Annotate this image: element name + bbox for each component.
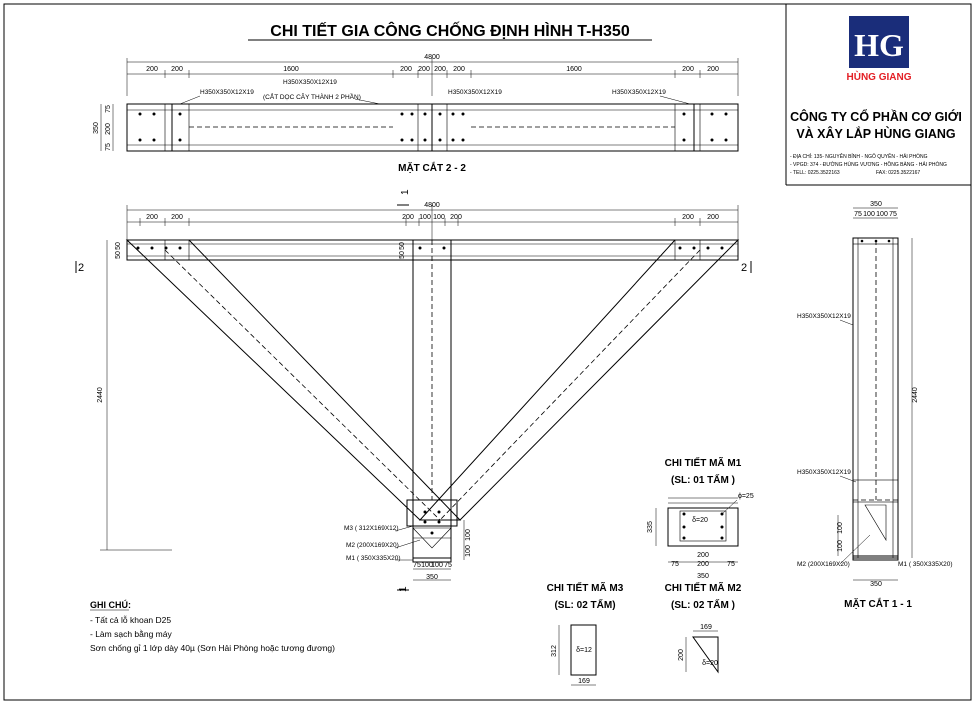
dim-overall: 4800 (424, 54, 440, 61)
elev-dim-r2: 200 (707, 214, 719, 221)
seg-1: 200 (146, 66, 158, 73)
m1-inner-2: 200 (697, 561, 709, 568)
company-address: - ĐỊA CHỈ: 135- NGUYỄN BỈNH - NGÔ QUYỀN - HẢI PHÒNG (790, 154, 928, 160)
sec22-label-left: H350X350X12X19 (200, 89, 254, 96)
logo-monogram: HG (854, 27, 904, 63)
top-beam (127, 240, 738, 260)
sec22-dim-top: 75 (105, 105, 112, 113)
seg-10: 200 (707, 66, 719, 73)
sec11-top-total: 350 (870, 201, 882, 208)
sec11-label-bottom: H350X350X12X19 (797, 469, 851, 476)
base-dim-3: 100 (431, 562, 443, 569)
seg-6: 200 (434, 66, 446, 73)
elev-dim-m4: 200 (450, 214, 462, 221)
m1-thickness: δ=20 (692, 517, 708, 524)
elev-flange-l2: 50 (115, 251, 122, 259)
seg-5: 200 (418, 66, 430, 73)
center-column (413, 240, 451, 558)
sec11-base: 350 (870, 581, 882, 588)
elev-dim-r1: 200 (682, 214, 694, 221)
detail-m2 (665, 581, 742, 672)
sec11-label-top: H350X350X12X19 (797, 313, 851, 320)
m1-hole: ɸ=25 (738, 493, 754, 500)
company-fax: FAX: 0225.3522167 (876, 170, 921, 176)
m2-width: 169 (700, 624, 712, 631)
base-dim-2: 100 (421, 562, 433, 569)
section-2-2 (93, 54, 738, 174)
sec22-dim-mid: 200 (105, 123, 112, 135)
detail-m1-title: CHI TIẾT MÃ M1 (664, 458, 742, 469)
company-name-line2: VÀ XÂY LẮP HÙNG GIANG (796, 127, 956, 141)
section-1-1-title: MẶT CẮT 1 - 1 (844, 599, 912, 610)
elev-flange-m1: 50 (399, 242, 406, 250)
sec11-m1-label: M1 ( 350X335X20) (898, 561, 953, 568)
m1-height: 335 (647, 521, 654, 533)
sec22-label-mid: H350X350X12X19 (283, 79, 337, 86)
drawing-title: CHI TIẾT GIA CÔNG CHỐNG ĐỊNH HÌNH T-H350 (270, 23, 630, 40)
elev-dim-m3: 100 (433, 214, 445, 221)
sec11-height: 2440 (912, 387, 919, 403)
sec11-m2-label: M2 (200X169X20) (797, 561, 850, 568)
logo-brand: HÙNG GIANG (846, 72, 912, 83)
elev-dim-height: 2440 (97, 387, 104, 403)
label-m2: M2 (200X169X20) (346, 542, 399, 549)
base-width: 350 (426, 574, 438, 581)
sec22-label-center: H350X350X12X19 (448, 89, 502, 96)
detail-m3-qty: (SL: 02 TẤM) (554, 600, 616, 611)
company-office: - VPGD: 374 - ĐƯỜNG HÙNG VƯƠNG - HỒNG BÀNG - HẢI PHÒNG (790, 162, 947, 168)
detail-m3 (547, 581, 624, 685)
notes (90, 599, 335, 653)
note-1: - Tất cả lỗ khoan D25 (90, 615, 172, 625)
section-mark-left: 2 (78, 262, 85, 274)
sec22-dim-height: 350 (93, 122, 100, 134)
seg-2: 200 (171, 66, 183, 73)
elev-dim-m2: 100 (419, 214, 431, 221)
sec11-top-4: 75 (889, 211, 897, 218)
base-dim-4: 75 (444, 562, 452, 569)
bolts-elevation (137, 247, 724, 535)
m1-inner-3: 75 (727, 561, 735, 568)
detail-m1-qty: (SL: 01 TẤM ) (671, 475, 735, 486)
elev-flange-m2: 50 (399, 251, 406, 259)
m1-inner-height: 200 (697, 552, 709, 559)
section-mark-bottom: 1 (398, 586, 409, 592)
sec22-label-right: H350X350X12X19 (612, 89, 666, 96)
seg-7: 200 (453, 66, 465, 73)
company-logo (847, 16, 912, 83)
elev-side-dim-1: 100 (465, 529, 472, 541)
notes-title: GHI CHÚ: (90, 600, 131, 610)
left-diagonal-brace (127, 240, 460, 520)
detail-m3-title: CHI TIẾT MÃ M3 (546, 583, 624, 594)
m1-width: 350 (697, 573, 709, 580)
m2-height: 200 (678, 649, 685, 661)
m3-height: 312 (551, 645, 558, 657)
note-2: - Làm sạch bằng máy (90, 629, 172, 639)
seg-3: 1600 (283, 66, 299, 73)
m1-inner-1: 75 (671, 561, 679, 568)
sec22-label-mid-note: (CẮT DỌC CÂY THÀNH 2 PHẦN) (263, 94, 361, 101)
detail-m1 (647, 456, 754, 580)
detail-m2-qty: (SL: 02 TẤM ) (671, 600, 735, 611)
m3-width: 169 (578, 678, 590, 685)
elev-dim-l1: 200 (146, 214, 158, 221)
plate-m3 (407, 500, 457, 526)
sec11-top-2: 100 (863, 211, 875, 218)
elev-side-dim-2: 100 (465, 545, 472, 557)
m2-thickness: δ=20 (702, 660, 718, 667)
company-name-line1: CÔNG TY CỔ PHẦN CƠ GIỚI (790, 110, 962, 124)
column-section-1-1 (853, 238, 898, 558)
plate-m1-outline (668, 508, 738, 546)
base-dim-1: 75 (413, 562, 421, 569)
m3-thickness: δ=12 (576, 647, 592, 654)
elev-dim-total: 4800 (424, 202, 440, 209)
detail-m2-title: CHI TIẾT MÃ M2 (664, 583, 742, 594)
seg-8: 1600 (566, 66, 582, 73)
elev-dim-m1: 200 (402, 214, 414, 221)
sec11-top-1: 75 (854, 211, 862, 218)
label-m1: M1 ( 350X335X20) (346, 555, 401, 562)
sec22-dim-bottom: 75 (105, 143, 112, 151)
note-3: Sơn chống gỉ 1 lớp dày 40µ (Sơn Hải Phòng hoặc tương đương) (90, 643, 335, 653)
section-1-1 (797, 201, 953, 610)
label-m3: M3 ( 312X169X12) (344, 525, 399, 532)
elev-flange-l1: 50 (115, 242, 122, 250)
sec11-side-1: 100 (837, 522, 844, 534)
section-mark-right: 2 (741, 262, 748, 274)
seg-4: 200 (400, 66, 412, 73)
section-mark-top: 1 (400, 189, 411, 195)
seg-9: 200 (682, 66, 694, 73)
section-2-2-title: MẶT CẮT 2 - 2 (398, 163, 466, 174)
elev-dim-l2: 200 (171, 214, 183, 221)
company-tel: - TELL: 0225.3522163 (790, 170, 840, 176)
sheet-frame (4, 4, 971, 700)
sec11-side-2: 100 (837, 540, 844, 552)
sec11-top-3: 100 (876, 211, 888, 218)
